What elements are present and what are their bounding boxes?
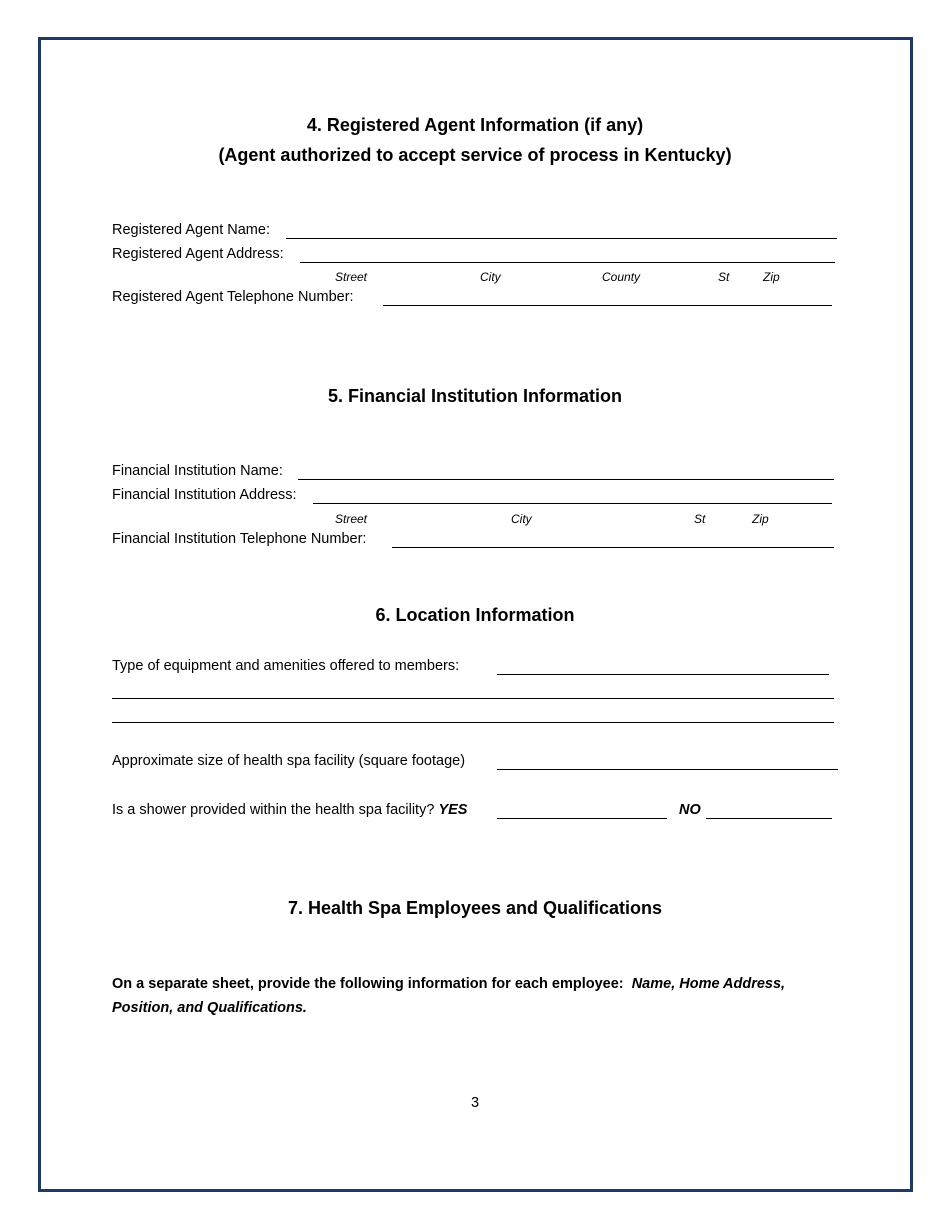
equipment-label: Type of equipment and amenities offered to members:: [112, 658, 460, 674]
bank-name-field[interactable]: [298, 479, 834, 480]
section-7-heading: 7. Health Spa Employees and Qualifications: [287, 898, 663, 918]
section-5-heading: 5. Financial Institution Information: [327, 386, 622, 406]
employee-fields-line-1: Name, Home Address,: [631, 976, 786, 992]
bank-address-zip-sublabel: Zip: [752, 512, 769, 526]
facility-size-field[interactable]: [497, 769, 838, 770]
agent-address-city-sublabel: City: [480, 270, 501, 284]
employee-instruction: [112, 976, 785, 992]
agent-name-field[interactable]: [286, 238, 837, 239]
agent-address-field[interactable]: [300, 262, 835, 263]
shower-question: [112, 802, 467, 818]
shower-label: Is a shower provided within the health spa facility?: [112, 802, 435, 818]
shower-yes-label: YES: [438, 802, 468, 818]
equipment-field-line-2[interactable]: [112, 698, 834, 699]
page-number: 3: [470, 1095, 480, 1111]
employee-instruction-text: On a separate sheet, provide the following information for each employee:: [112, 976, 624, 992]
shower-no-field[interactable]: [706, 818, 832, 819]
agent-address-zip-sublabel: Zip: [763, 270, 780, 284]
bank-phone-field[interactable]: [392, 547, 834, 548]
agent-phone-label: Registered Agent Telephone Number:: [112, 289, 354, 305]
agent-address-county-sublabel: County: [602, 270, 641, 284]
agent-address-label: Registered Agent Address:: [112, 246, 284, 262]
shower-no-label: NO: [679, 802, 701, 818]
bank-phone-label: Financial Institution Telephone Number:: [112, 531, 367, 547]
equipment-field-line-1[interactable]: [497, 674, 829, 675]
agent-phone-field[interactable]: [383, 305, 832, 306]
bank-address-label: Financial Institution Address:: [112, 487, 297, 503]
equipment-field-line-3[interactable]: [112, 722, 834, 723]
agent-name-label: Registered Agent Name:: [112, 222, 270, 238]
bank-name-label: Financial Institution Name:: [112, 463, 283, 479]
bank-address-city-sublabel: City: [511, 512, 532, 526]
agent-address-st-sublabel: St: [718, 270, 730, 284]
employee-fields-line-2: Position, and Qualifications.: [112, 1000, 307, 1016]
section-6-heading: 6. Location Information: [375, 605, 575, 625]
agent-address-street-sublabel: Street: [335, 270, 368, 284]
shower-yes-field[interactable]: [497, 818, 667, 819]
section-4-subheading: (Agent authorized to accept service of process in Kentucky): [218, 145, 732, 165]
bank-address-st-sublabel: St: [694, 512, 706, 526]
section-4-heading: 4. Registered Agent Information (if any): [306, 115, 644, 135]
bank-address-street-sublabel: Street: [335, 512, 368, 526]
facility-size-label: Approximate size of health spa facility (square footage): [112, 753, 466, 769]
bank-address-field[interactable]: [313, 503, 832, 504]
